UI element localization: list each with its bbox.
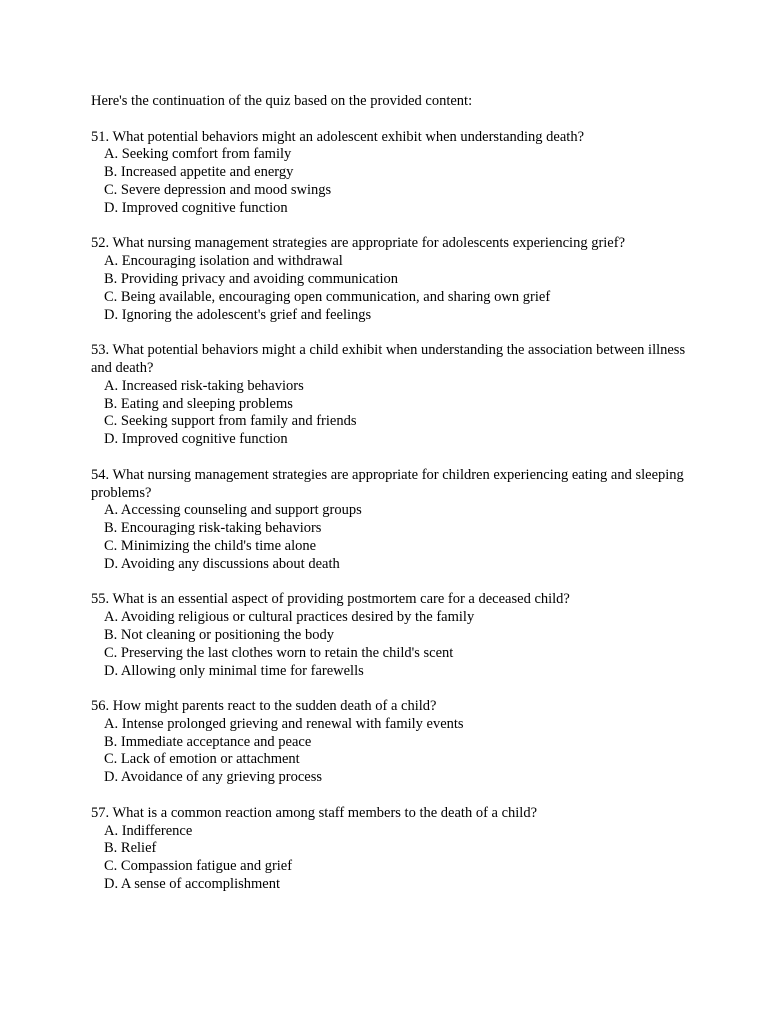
answer-option-d: D. Ignoring the adolescent's grief and feelings [104,306,372,323]
answer-option-a: A. Increased risk-taking behaviors [104,377,304,394]
answer-option-d: D. A sense of accomplishment [104,876,280,893]
answer-option-d: D. Avoidance of any grieving process [104,769,322,786]
answer-options [91,609,691,680]
answer-option-b: B. Encouraging risk-taking behaviors [104,520,322,537]
answer-option-c: C. Being available, encouraging open communication, and sharing own grief [104,288,551,305]
question-57 [91,805,691,894]
answer-option-a: A. Seeking comfort from family [104,146,292,163]
answer-options [91,378,691,449]
answer-option-b: B. Immediate acceptance and peace [104,733,312,750]
answer-option-c: C. Compassion fatigue and grief [104,858,293,875]
intro-text: Here's the continuation of the quiz based on the provided content: [91,93,473,109]
question-52 [91,235,691,324]
answer-option-d: D. Avoiding any discussions about death [104,555,340,572]
answer-option-d: D. Improved cognitive function [104,199,288,216]
answer-option-b: B. Providing privacy and avoiding communication [104,270,398,287]
answer-option-b: B. Relief [104,840,157,857]
answer-option-a: A. Encouraging isolation and withdrawal [104,253,343,270]
question-55 [91,591,691,680]
question-text: 57. What is a common reaction among staff members to the death of a child? [91,804,538,821]
question-51 [91,129,691,218]
question-56 [91,698,691,787]
question-54 [91,467,691,574]
answer-option-d: D. Allowing only minimal time for farewells [104,662,364,679]
answer-option-d: D. Improved cognitive function [104,431,288,448]
answer-option-a: A. Avoiding religious or cultural practices desired by the family [104,609,475,626]
answer-options [91,502,691,573]
question-text: 52. What nursing management strategies are appropriate for adolescents experiencing grief? [91,235,626,252]
answer-options [91,253,691,324]
question-text: 54. What nursing management strategies are appropriate for children experiencing eating and sleeping problems? [91,466,684,501]
answer-options [91,146,691,217]
question-text: 53. What potential behaviors might a child exhibit when understanding the association between illness and death? [91,342,686,376]
answer-options [91,716,691,787]
answer-option-c: C. Severe depression and mood swings [104,181,332,198]
question-text: 51. What potential behaviors might an adolescent exhibit when understanding death? [91,128,584,145]
answer-option-c: C. Seeking support from family and friends [104,413,357,430]
answer-option-b: B. Increased appetite and energy [104,164,294,181]
answer-option-a: A. Accessing counseling and support groups [104,502,362,519]
answer-options [91,823,691,894]
answer-option-b: B. Eating and sleeping problems [104,395,293,412]
question-text: 56. How might parents react to the sudden death of a child? [91,698,437,715]
question-53 [91,342,691,449]
question-text: 55. What is an essential aspect of providing postmortem care for a deceased child? [91,591,570,608]
answer-option-a: A. Indifference [104,822,193,839]
document-page [91,93,691,912]
answer-option-a: A. Intense prolonged grieving and renewal with family events [104,715,464,732]
answer-option-c: C. Preserving the last clothes worn to retain the child's scent [104,644,454,661]
answer-option-c: C. Minimizing the child's time alone [104,537,317,554]
answer-option-b: B. Not cleaning or positioning the body [104,626,334,643]
answer-option-c: C. Lack of emotion or attachment [104,751,300,768]
